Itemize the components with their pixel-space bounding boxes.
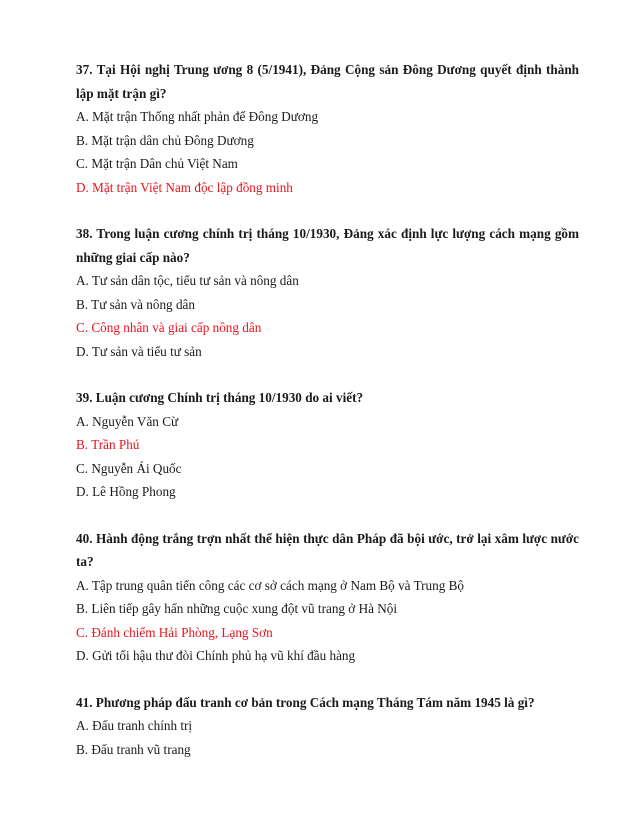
option-c: C. Công nhân và giai cấp nông dân (76, 320, 262, 335)
question-text: 39. Luận cương Chính trị tháng 10/1930 do ai viết? (76, 390, 364, 405)
option-c: C. Đánh chiếm Hải Phòng, Lạng Sơn (76, 624, 273, 640)
option-c: C. Mặt trận Dân chủ Việt Nam (76, 156, 238, 171)
option-c: C. Nguyễn Ái Quốc (76, 460, 182, 476)
question-text: 37. Tại Hội nghị Trung ương 8 (5/1941), Đảng Cộng sản Đông Dương quyết định thành lập mặt trận gì? (76, 62, 579, 101)
option-a: A. Nguyễn Văn Cừ (76, 413, 179, 429)
question-text: 38. Trong luận cương chính trị tháng 10/1930, Đảng xác định lực lượng cách mạng gồm những giai cấp nào? (76, 226, 579, 265)
option-d: D. Mặt trận Việt Nam độc lập đồng minh (76, 179, 293, 195)
option-b: B. Đấu tranh vũ trang (76, 741, 191, 757)
question-41 (76, 691, 579, 762)
question-text: 41. Phương pháp đấu tranh cơ bản trong Cách mạng Tháng Tám năm 1945 là gì? (76, 694, 535, 710)
option-b: B. Liên tiếp gây hấn những cuộc xung đột vũ trang ở Hà Nội (76, 601, 398, 616)
option-b: B. Mặt trận dân chủ Đông Dương (76, 132, 254, 148)
option-d: D. Tư sản và tiểu tư sản (76, 343, 202, 359)
question-39 (76, 386, 579, 504)
option-d: D. Lê Hồng Phong (76, 484, 176, 499)
option-d: D. Gửi tối hậu thư đòi Chính phủ hạ vũ khí đầu hàng (76, 648, 356, 663)
option-a: A. Tư sản dân tộc, tiểu tư sản và nông dân (76, 273, 299, 288)
option-b: B. Tư sản và nông dân (76, 296, 195, 312)
question-40 (76, 527, 579, 668)
question-text: 40. Hành động trắng trợn nhất thể hiện thực dân Pháp đã bội ước, trở lại xâm lược nước ta? (76, 530, 579, 569)
question-38 (76, 222, 579, 363)
option-a: A. Mặt trận Thống nhất phản đế Đông Dương (76, 109, 319, 124)
document-page (76, 58, 579, 784)
option-a: A. Đấu tranh chính trị (76, 718, 193, 733)
question-37 (76, 58, 579, 199)
option-a: A. Tập trung quân tiến công các cơ sở cách mạng ở Nam Bộ và Trung Bộ (76, 577, 465, 593)
option-b: B. Trần Phú (76, 437, 140, 452)
